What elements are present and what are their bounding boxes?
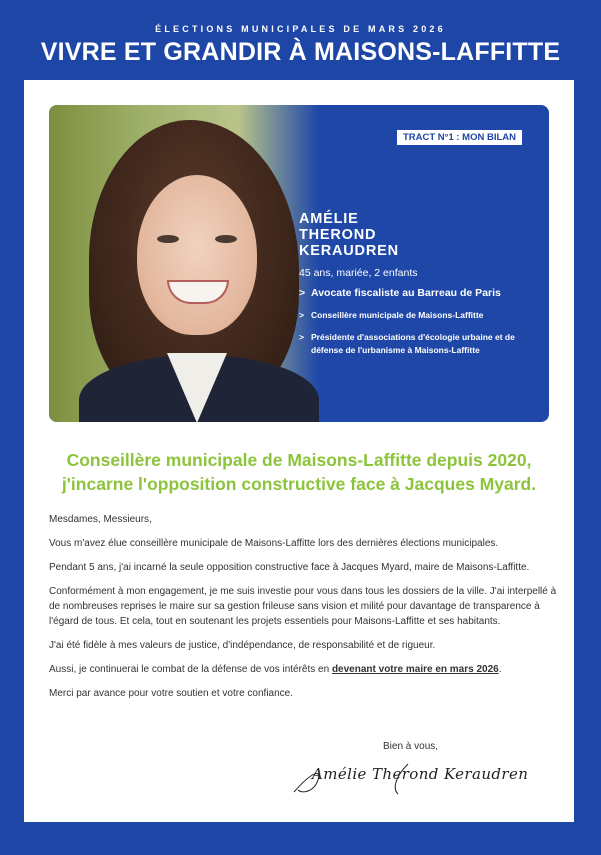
signature-text: Amélie Therond Keraudren (312, 765, 529, 783)
qualification-item: > Conseillère municipale de Maisons-Laffitte (299, 310, 484, 320)
candidate-name-line: KERAUDREN (299, 243, 399, 259)
mayor-pledge-emphasis: devenant votre maire en mars 2026 (331, 664, 499, 675)
letter-paragraph: Merci par avance pour votre soutien et votre confiance. (49, 688, 294, 699)
page-title: VIVRE ET GRANDIR À MAISONS-LAFFITTE (40, 38, 561, 66)
candidate-portrait (49, 105, 319, 422)
candidate-bio: 45 ans, mariée, 2 enfants (299, 267, 418, 279)
letter-paragraph: Vous m'avez élue conseillère municipale de Maisons-Laffitte lors des dernières élections municipales. (49, 538, 499, 549)
candidate-name-line: THEROND (299, 227, 377, 243)
letter-paragraph: Aussi, je continuerai le combat de la défense de vos intérêts en devenant votre maire en mars 2026. (49, 664, 502, 675)
lead-statement (34, 448, 564, 496)
qualification-item: > Avocate fiscaliste au Barreau de Paris (299, 287, 501, 299)
flyer-sheet (24, 80, 574, 822)
candidate-name (299, 211, 399, 259)
letter-body (49, 512, 559, 710)
chevron-right-icon: > (299, 310, 304, 320)
handwritten-signature (288, 758, 528, 798)
tract-badge: TRACT N°1 : MON BILAN (397, 130, 522, 145)
letter-greeting: Mesdames, Messieurs, (49, 514, 152, 525)
lead-line: Conseillère municipale de Maisons-Laffitte depuis 2020, (66, 450, 532, 470)
letter-closing: Bien à vous, (383, 741, 439, 752)
qualification-item: > Présidente d'associations d'écologie urbaine et de défense de l'urbanisme à Maisons-Laffitte (299, 332, 515, 355)
lead-line: j'incarne l'opposition constructive face à Jacques Myard. (61, 474, 537, 494)
qualifications-list (299, 287, 539, 366)
chevron-right-icon: > (299, 332, 304, 342)
candidate-name-line: AMÉLIE (299, 211, 359, 227)
letter-paragraph: J'ai été fidèle à mes valeurs de justice, d'indépendance, de responsabilité et de rigueur. (49, 640, 436, 651)
election-kicker: ÉLECTIONS MUNICIPALES DE MARS 2026 (155, 24, 446, 34)
chevron-right-icon: > (299, 287, 306, 299)
letter-paragraph: Pendant 5 ans, j'ai incarné la seule opposition constructive face à Jacques Myard, maire de Maisons-Laffitte. (49, 562, 530, 573)
candidate-hero-card (49, 105, 549, 422)
letter-paragraph: Conformément à mon engagement, je me suis investie pour vous dans tous les dossiers de la ville. J'ai interpellé à de nombreuses reprises le maire sur sa gestion frileuse sans vision et milité pour davantage de transparence à l'égard de tous. Et cela, tout en soutenant les projets essentiels pour Maisons-Laffitte et ses habitants. (49, 586, 557, 627)
